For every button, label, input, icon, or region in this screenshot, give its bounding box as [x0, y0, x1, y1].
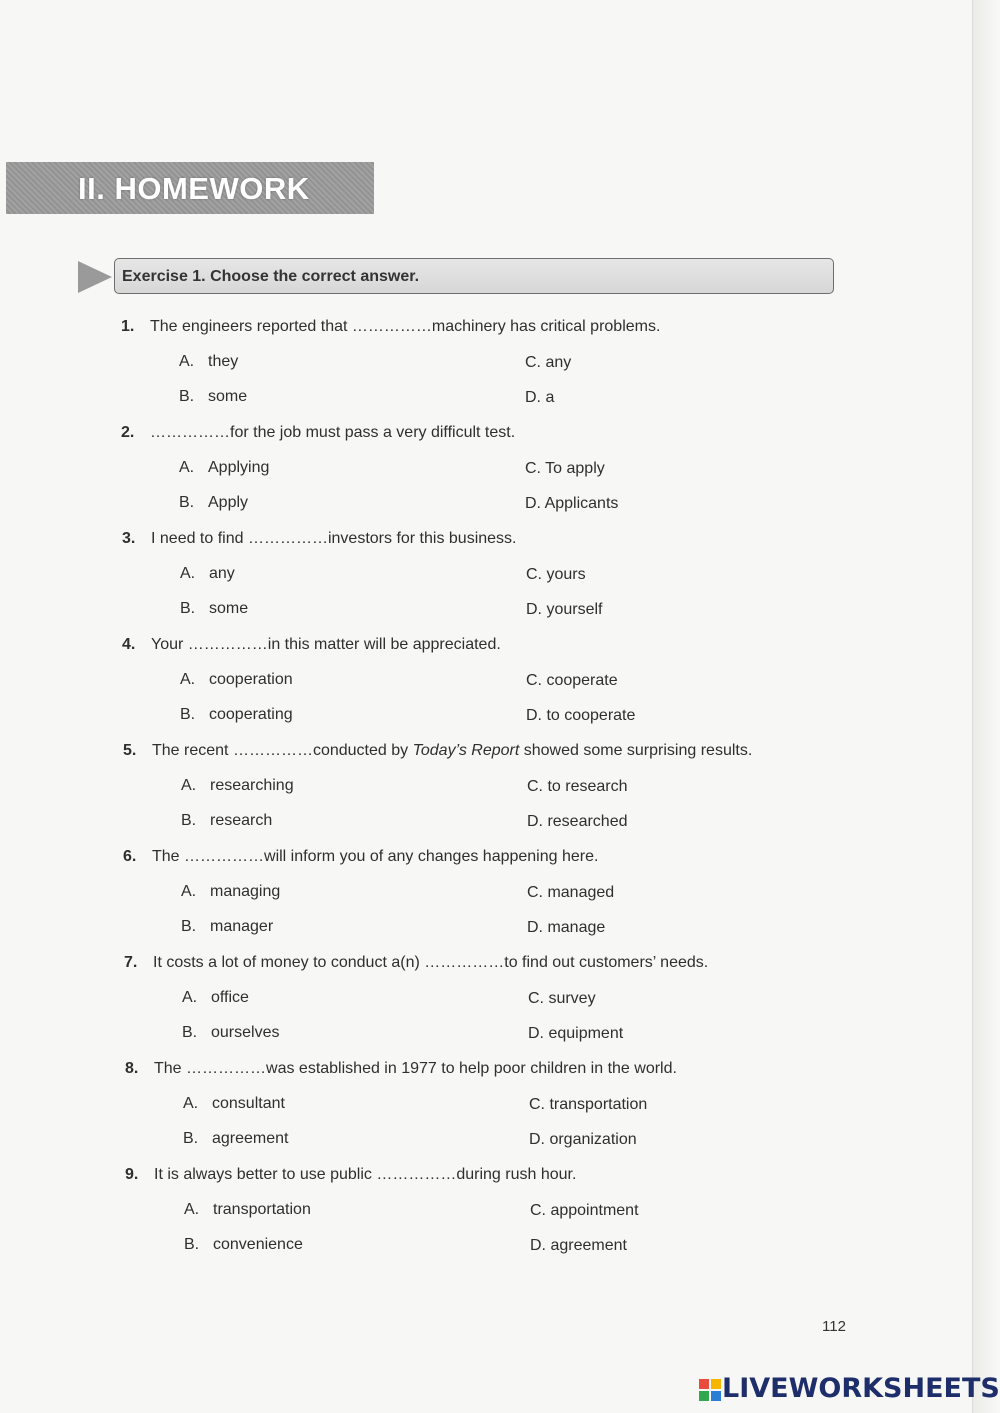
question-text-before: It is always better to use public: [154, 1166, 377, 1183]
question-text: [151, 530, 517, 548]
option-a-letter[interactable]: A.: [179, 459, 195, 476]
brand-name: LIVEWORKSHEETS: [722, 1373, 1000, 1404]
option-b[interactable]: some: [209, 600, 249, 617]
answer-blank[interactable]: ……………: [232, 742, 313, 759]
option-d[interactable]: D. to cooperate: [526, 707, 636, 724]
question-text: [150, 424, 515, 442]
option-d[interactable]: D. a: [525, 389, 555, 406]
page-number: 112: [822, 1318, 846, 1335]
question-text-after: will inform you of any changes happening here.: [264, 848, 599, 865]
answer-blank[interactable]: ……………: [351, 318, 432, 335]
option-c[interactable]: C. to research: [527, 778, 628, 795]
option-b[interactable]: some: [208, 388, 248, 405]
question-text-after: to find out customers’ needs.: [504, 954, 709, 971]
option-b-letter[interactable]: B.: [179, 494, 195, 511]
question-text: [153, 954, 708, 972]
question-number: 7.: [124, 954, 138, 971]
answer-blank[interactable]: ……………: [187, 636, 268, 653]
question-text-before: The: [152, 848, 185, 865]
option-a[interactable]: managing: [210, 883, 281, 900]
question-number: 8.: [125, 1060, 139, 1077]
option-b-letter[interactable]: B.: [180, 600, 196, 617]
answer-blank[interactable]: ……………: [376, 1166, 457, 1183]
option-c[interactable]: C. any: [525, 354, 572, 371]
option-b[interactable]: ourselves: [211, 1024, 280, 1041]
question-text-after: investors for this business.: [327, 530, 517, 547]
question-text-before: The engineers reported that: [150, 318, 352, 335]
question-text-after: was established in 1977 to help poor children in the world.: [266, 1060, 677, 1077]
option-a-letter[interactable]: A.: [180, 671, 196, 688]
option-d[interactable]: D. researched: [527, 813, 628, 830]
question-number: 5.: [123, 742, 137, 759]
answer-blank[interactable]: ……………: [424, 954, 505, 971]
option-c[interactable]: C. To apply: [525, 460, 605, 477]
option-a[interactable]: consultant: [212, 1095, 285, 1112]
option-d[interactable]: D. Applicants: [525, 495, 619, 512]
option-b-letter[interactable]: B.: [180, 706, 196, 723]
option-a[interactable]: any: [209, 565, 235, 582]
option-a-letter[interactable]: A.: [181, 883, 197, 900]
question-text-after: for the job must pass a very difficult test.: [230, 424, 516, 441]
option-a[interactable]: transportation: [213, 1201, 311, 1218]
option-b-letter[interactable]: B.: [181, 812, 197, 829]
option-c[interactable]: C. appointment: [530, 1202, 639, 1219]
question-text-after: machinery has critical problems.: [431, 318, 661, 335]
question-number: 9.: [125, 1166, 139, 1183]
option-a-letter[interactable]: A.: [182, 989, 198, 1006]
question-text-before: Your: [151, 636, 188, 653]
answer-blank[interactable]: ……………: [247, 530, 328, 547]
option-b[interactable]: Apply: [208, 494, 249, 511]
question-text-before: It costs a lot of money to conduct a(n): [153, 954, 425, 971]
question-text-before: The recent: [152, 742, 233, 759]
option-b[interactable]: cooperating: [209, 706, 293, 723]
question-text-before: I need to find: [151, 530, 248, 547]
option-b[interactable]: agreement: [212, 1130, 289, 1147]
question-number: 4.: [122, 636, 136, 653]
question-text: [152, 742, 752, 760]
question-text-after2: showed some surprising results.: [519, 742, 753, 759]
question-text-after: in this matter will be appreciated.: [267, 636, 501, 653]
answer-blank[interactable]: ……………: [184, 848, 265, 865]
option-a[interactable]: they: [208, 353, 239, 370]
question-number: 2.: [121, 424, 135, 441]
option-a-letter[interactable]: A.: [180, 565, 196, 582]
arrow-right-icon: [78, 261, 112, 293]
question-text: [152, 848, 598, 866]
option-b[interactable]: convenience: [213, 1236, 303, 1253]
answer-blank[interactable]: ……………: [150, 424, 230, 441]
option-b[interactable]: manager: [210, 918, 274, 935]
question-text: [154, 1060, 677, 1078]
option-d[interactable]: D. organization: [529, 1131, 637, 1148]
question-text: [154, 1166, 576, 1184]
option-c[interactable]: C. cooperate: [526, 672, 618, 689]
option-a-letter[interactable]: A.: [179, 353, 195, 370]
option-d[interactable]: D. yourself: [526, 601, 603, 618]
section-title: II. HOMEWORK: [78, 171, 310, 206]
option-c[interactable]: C. yours: [526, 566, 586, 583]
question-text-italic: Today’s Report: [412, 742, 520, 759]
answer-blank[interactable]: ……………: [186, 1060, 267, 1077]
question-text-after: conducted by: [312, 742, 413, 759]
liveworksheets-logo-icon: [698, 1378, 722, 1402]
option-c[interactable]: C. managed: [527, 884, 615, 901]
option-a[interactable]: cooperation: [209, 671, 293, 688]
question-number: 1.: [121, 318, 135, 335]
option-a-letter[interactable]: A.: [184, 1201, 200, 1218]
option-a-letter[interactable]: A.: [183, 1095, 199, 1112]
exercise-title: Exercise 1. Choose the correct answer.: [122, 268, 420, 285]
option-b-letter[interactable]: B.: [181, 918, 197, 935]
option-a[interactable]: researching: [210, 777, 294, 794]
option-b-letter[interactable]: B.: [184, 1236, 200, 1253]
question-text-before: The: [154, 1060, 187, 1077]
question-number: 6.: [123, 848, 137, 865]
option-d[interactable]: D. equipment: [528, 1025, 624, 1042]
option-b-letter[interactable]: B.: [179, 388, 195, 405]
option-d[interactable]: D. agreement: [530, 1237, 627, 1254]
option-b-letter[interactable]: B.: [183, 1130, 199, 1147]
option-a[interactable]: office: [211, 989, 249, 1006]
page-edge: [972, 0, 1000, 1413]
option-a-letter[interactable]: A.: [181, 777, 197, 794]
option-b[interactable]: research: [210, 812, 273, 829]
option-c[interactable]: C. survey: [528, 990, 596, 1007]
question-text: [150, 318, 660, 336]
question-text-after: during rush hour.: [456, 1166, 577, 1183]
option-c[interactable]: C. transportation: [529, 1096, 648, 1113]
option-d[interactable]: D. manage: [527, 919, 606, 936]
question-number: 3.: [122, 530, 136, 547]
option-b-letter[interactable]: B.: [182, 1024, 198, 1041]
option-a[interactable]: Applying: [208, 459, 270, 476]
question-text: [151, 636, 501, 654]
